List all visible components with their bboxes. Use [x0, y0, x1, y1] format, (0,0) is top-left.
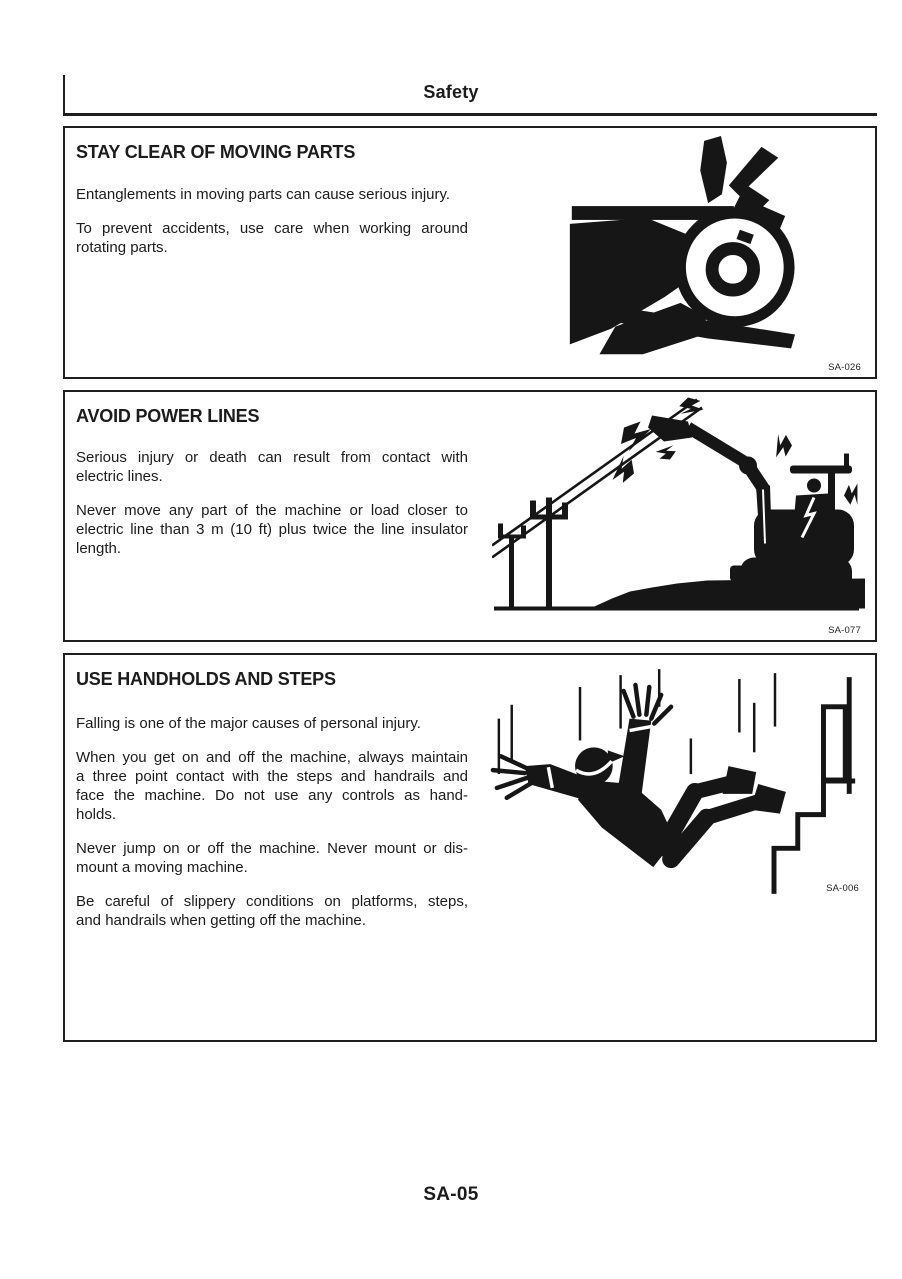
figure-label: SA-077 — [828, 625, 861, 636]
text-line: mount a moving machine. — [76, 859, 248, 876]
paragraph — [76, 448, 468, 486]
text-line: Never jump on or off the machine. Never mount or dis- — [76, 840, 468, 857]
text-line: Falling is one of the major causes of personal injury. — [76, 715, 421, 732]
header-rule — [63, 113, 877, 116]
paragraph — [76, 501, 468, 558]
text-line: electric line than 3 m (10 ft) plus twice the line insulator — [76, 521, 468, 538]
paragraph — [76, 748, 468, 824]
paragraph — [76, 219, 468, 257]
page-title: Safety — [423, 82, 479, 102]
hand-caught-in-pulley-icon — [558, 133, 878, 375]
header-left-tick — [63, 75, 65, 114]
text-line: holds. — [76, 806, 117, 823]
falling-person-icon — [485, 663, 871, 899]
text-line: Serious injury or death can result from contact with — [76, 449, 468, 466]
paragraph — [76, 892, 468, 930]
section-avoid-power-lines — [63, 390, 877, 642]
paragraph — [76, 839, 468, 877]
text-line: a three point contact with the steps and handrails and — [76, 768, 468, 785]
text-line: length. — [76, 540, 122, 557]
excavator-contacting-power-lines-icon — [492, 397, 867, 623]
section-title: USE HANDHOLDS AND STEPS — [76, 669, 336, 689]
paragraph — [76, 185, 468, 204]
section-use-handholds-and-steps — [63, 653, 877, 1042]
page-number: SA-05 — [423, 1184, 479, 1205]
section-title: AVOID POWER LINES — [76, 406, 260, 426]
text-line: Entanglements in moving parts can cause serious injury. — [76, 186, 451, 203]
text-line: To prevent accidents, use care when working around — [76, 220, 468, 237]
text-line: face the machine. Do not use any controls as hand- — [76, 787, 468, 804]
section-body — [76, 448, 468, 573]
text-line: When you get on and off the machine, always maintain — [76, 749, 468, 766]
section-stay-clear-of-moving-parts — [63, 126, 877, 379]
figure-label: SA-006 — [826, 883, 859, 894]
text-line: Never move any part of the machine or load closer to — [76, 502, 468, 519]
paragraph — [76, 714, 468, 733]
text-line: Be careful of slippery conditions on platforms, steps, — [76, 893, 468, 910]
section-title: STAY CLEAR OF MOVING PARTS — [76, 142, 356, 162]
text-line: and handrails when getting off the machine. — [76, 912, 366, 929]
section-body — [76, 185, 468, 272]
text-line: rotating parts. — [76, 239, 168, 256]
section-body — [76, 714, 468, 945]
figure-label: SA-026 — [828, 362, 861, 373]
text-line: electric lines. — [76, 468, 163, 485]
